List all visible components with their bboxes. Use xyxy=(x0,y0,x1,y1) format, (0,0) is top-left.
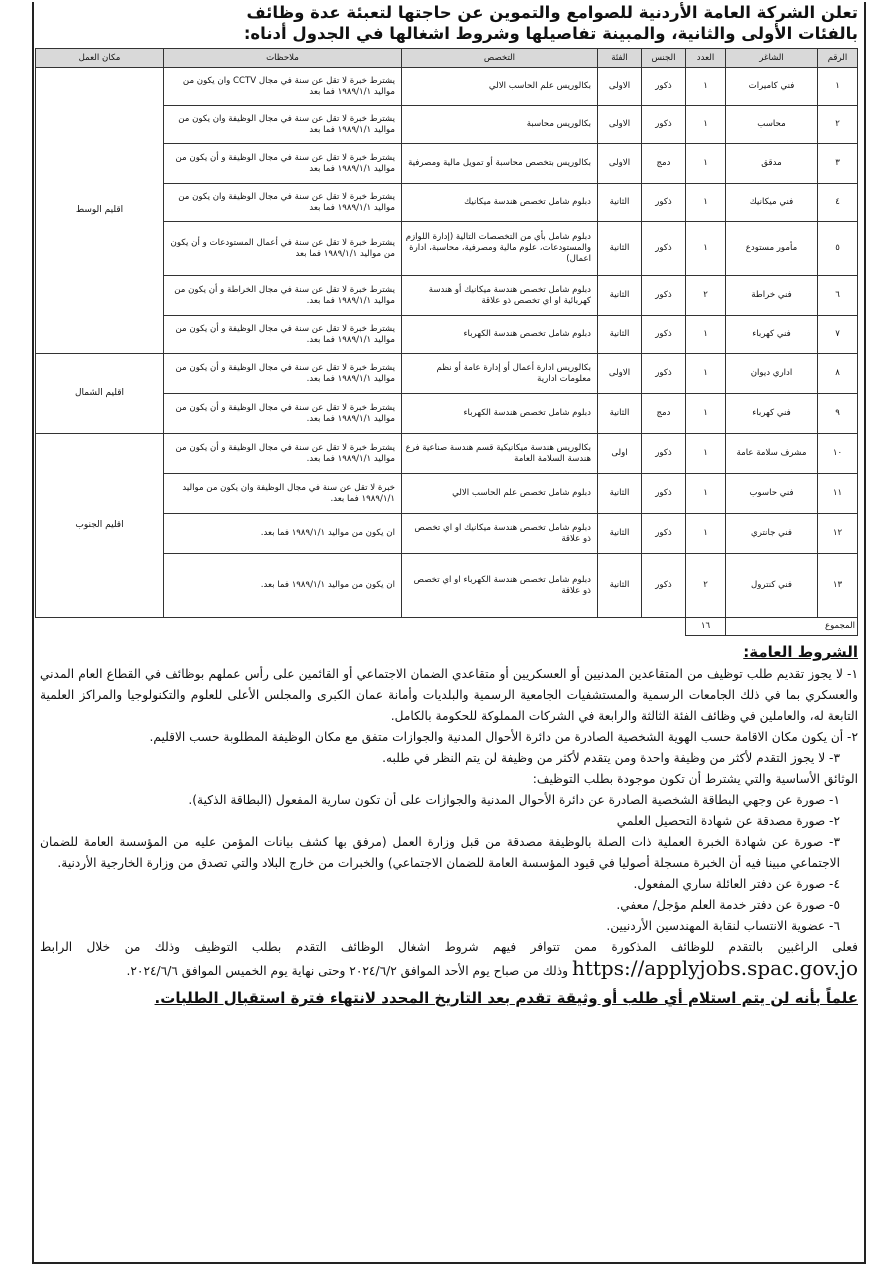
total-row xyxy=(36,618,858,636)
cell-gender: ذكور xyxy=(642,316,686,354)
document-6: ٦- عضوية الانتساب لنقابة المهندسين الأردنيين. xyxy=(606,919,840,933)
cell-spec: دبلوم شامل تخصص هندسة ميكانيك xyxy=(402,184,598,222)
header-title: الشاغر xyxy=(726,49,818,68)
cell-category: الثانية xyxy=(598,474,642,514)
cell-count: ١ xyxy=(686,474,726,514)
documents-intro: الوثائق الأساسية والتي يشترط أن تكون موجودة بطلب التوظيف: xyxy=(532,772,858,786)
cell-num: ٣ xyxy=(818,144,858,184)
document-1: ١- صورة عن وجهي البطاقة الشخصية الصادرة عن دائرة الأحوال المدنية والجوازات على أن تكون سارية المفعول (البطاقة الذكية). xyxy=(188,793,840,807)
cell-notes: يشترط خبرة لا تقل عن سنة في مجال CCTV وان يكون من مواليد ١٩٨٩/١/١ فما بعد xyxy=(164,68,402,106)
cell-title: مأمور مستودع xyxy=(726,222,818,276)
cell-gender: دمج xyxy=(642,394,686,434)
cell-num: ٨ xyxy=(818,354,858,394)
cell-gender: ذكور xyxy=(642,554,686,618)
cell-count: ١ xyxy=(686,184,726,222)
cell-num: ١٠ xyxy=(818,434,858,474)
cell-count: ٢ xyxy=(686,276,726,316)
cell-notes: يشترط خبرة لا تقل عن سنة في مجال الوظيفة و أن يكون من مواليد ١٩٨٩/١/١ فما بعد. xyxy=(164,316,402,354)
cell-gender: ذكور xyxy=(642,106,686,144)
header-num: الرقم xyxy=(818,49,858,68)
cell-category: الثانية xyxy=(598,222,642,276)
cell-spec: بكالوريس علم الحاسب الالي xyxy=(402,68,598,106)
cell-title: مدقق xyxy=(726,144,818,184)
cell-num: ٥ xyxy=(818,222,858,276)
cell-category: الاولى xyxy=(598,354,642,394)
cell-gender: ذكور xyxy=(642,68,686,106)
apply-text-before: فعلى الراغبين بالتقدم للوظائف المذكورة ممن تتوافر فيهم شروط اشغال الوظائف التقدم بطلب التوظيف وذلك من خلال الرابط xyxy=(40,940,858,954)
cell-notes: ان يكون من مواليد ١٩٨٩/١/١ فما بعد. xyxy=(164,554,402,618)
total-label: المجموع xyxy=(726,618,858,636)
cell-title: فني كنترول xyxy=(726,554,818,618)
advertisement-page xyxy=(32,2,866,1264)
table-row xyxy=(36,354,858,394)
document-4: ٤- صورة عن دفتر العائلة ساري المفعول. xyxy=(633,877,840,891)
header-count: العدد xyxy=(686,49,726,68)
region-south: اقليم الجنوب xyxy=(36,434,164,618)
cell-notes: يشترط خبرة لا تقل عن سنة في مجال الوظيفة و أن يكون من مواليد ١٩٨٩/١/١ فما بعد. xyxy=(164,434,402,474)
cell-num: ١١ xyxy=(818,474,858,514)
document-3: ٣- صورة عن شهادة الخبرة العملية ذات الصلة بالوظيفة مصدقة من قبل وزارة العمل (مرفق بها كشف بيانات المؤمن عليه من المؤسسة العامة للضمان الاجتماعي مبينا فيه أن الخبرة مسجلة أصوليا في قيود المؤسسة العامة للضمان الاجتماعي) والخبرات من خارج البلاد والتي تصدق من وزارة الخارجية الأردنية. xyxy=(40,835,840,870)
cell-title: مشرف سلامة عامة xyxy=(726,434,818,474)
cell-num: ١ xyxy=(818,68,858,106)
cell-category: الاولى xyxy=(598,106,642,144)
header-location: مكان العمل xyxy=(36,49,164,68)
cell-num: ٢ xyxy=(818,106,858,144)
region-north: اقليم الشمال xyxy=(36,354,164,434)
cell-notes: يشترط خبرة لا تقل عن سنة في مجال الوظيفة و أن يكون من مواليد ١٩٨٩/١/١ فما بعد. xyxy=(164,394,402,434)
cell-num: ١٢ xyxy=(818,514,858,554)
cell-category: الثانية xyxy=(598,276,642,316)
cell-title: اداري ديوان xyxy=(726,354,818,394)
table-row xyxy=(36,68,858,106)
cell-title: فني جانتري xyxy=(726,514,818,554)
cell-num: ١٣ xyxy=(818,554,858,618)
cell-count: ١ xyxy=(686,68,726,106)
cell-gender: ذكور xyxy=(642,514,686,554)
announcement-heading xyxy=(40,2,858,44)
header-gender: الجنس xyxy=(642,49,686,68)
jobs-table xyxy=(35,48,858,636)
table-header-row xyxy=(36,49,858,68)
cell-spec: دبلوم شامل تخصص هندسة ميكانيك أو هندسة كهربائية او اي تخصص ذو علاقة xyxy=(402,276,598,316)
header-notes: ملاحظات xyxy=(164,49,402,68)
cell-num: ٤ xyxy=(818,184,858,222)
total-empty xyxy=(36,618,686,636)
total-value: ١٦ xyxy=(686,618,726,636)
cell-spec: دبلوم شامل تخصص هندسة الكهرباء او اي تخصص ذو علاقة xyxy=(402,554,598,618)
cell-title: فني خراطة xyxy=(726,276,818,316)
cell-count: ١ xyxy=(686,394,726,434)
condition-2: ٢- أن يكون مكان الاقامة حسب الهوية الشخصية الصادرة من دائرة الأحوال المدنية والجوازات متفق مع مكان الوظيفة المطلوبة حسب الاقليم. xyxy=(149,730,858,744)
cell-count: ٢ xyxy=(686,554,726,618)
cell-title: فني ميكانيك xyxy=(726,184,818,222)
cell-spec: دبلوم شامل بأي من التخصصات التالية (إدارة اللوازم والمستودعات، علوم مالية ومصرفية، محاسبة، ادارة اعمال) xyxy=(402,222,598,276)
cell-title: محاسب xyxy=(726,106,818,144)
cell-count: ١ xyxy=(686,106,726,144)
document-5: ٥- صورة عن دفتر خدمة العلم مؤجل/ معفي. xyxy=(616,898,840,912)
condition-3: ٣- لا يجوز التقدم لأكثر من وظيفة واحدة ومن يتقدم لأكثر من وظيفة لن يتم النظر في طلبه. xyxy=(382,751,840,765)
cell-title: فني حاسوب xyxy=(726,474,818,514)
cell-category: الاولى xyxy=(598,68,642,106)
table-row xyxy=(36,434,858,474)
region-central: اقليم الوسط xyxy=(36,68,164,354)
cell-title: فني كهرباء xyxy=(726,316,818,354)
cell-gender: ذكور xyxy=(642,354,686,394)
cell-count: ١ xyxy=(686,222,726,276)
cell-spec: بكالوريس هندسة ميكانيكية قسم هندسة صناعية فرع هندسة السلامة العامة xyxy=(402,434,598,474)
cell-notes: يشترط خبرة لا تقل عن سنة في مجال الوظيفة وان يكون من مواليد ١٩٨٩/١/١ فما بعد xyxy=(164,184,402,222)
cell-spec: دبلوم شامل تخصص هندسة الكهرباء xyxy=(402,316,598,354)
cell-category: الثانية xyxy=(598,554,642,618)
cell-num: ٦ xyxy=(818,276,858,316)
cell-count: ١ xyxy=(686,316,726,354)
document-2: ٢- صورة مصدقة عن شهادة التحصيل العلمي xyxy=(616,814,840,828)
cell-spec: بكالوريس ادارة أعمال أو إدارة عامة أو نظم معلومات ادارية xyxy=(402,354,598,394)
cell-count: ١ xyxy=(686,354,726,394)
cell-category: الثانية xyxy=(598,316,642,354)
apply-paragraph xyxy=(40,937,858,982)
heading-line-2: بالفئات الأولى والثانية، والمبينة تفاصيلها وشروط اشغالها في الجدول أدناه: xyxy=(243,24,858,43)
cell-category: الثانية xyxy=(598,514,642,554)
cell-gender: ذكور xyxy=(642,434,686,474)
cell-count: ١ xyxy=(686,514,726,554)
cell-notes: يشترط خبرة لا تقل عن سنة في مجال الوظيفة و أن يكون من مواليد ١٩٨٩/١/١ فما بعد xyxy=(164,144,402,184)
cell-gender: ذكور xyxy=(642,184,686,222)
cell-spec: دبلوم شامل تخصص هندسة الكهرباء xyxy=(402,394,598,434)
cell-notes: يشترط خبرة لا تقل عن سنة في أعمال المستودعات و أن يكون من مواليد ١٩٨٩/١/١ فما بعد xyxy=(164,222,402,276)
cell-gender: ذكور xyxy=(642,222,686,276)
cell-category: الثانية xyxy=(598,394,642,434)
cell-category: الثانية xyxy=(598,184,642,222)
cell-notes: يشترط خبرة لا تقل عن سنة في مجال الوظيفة و أن يكون من مواليد ١٩٨٩/١/١ فما بعد. xyxy=(164,354,402,394)
apply-text-after: وذلك من صباح يوم الأحد الموافق ٢٠٢٤/٦/٢ وحتى نهاية يوم الخميس الموافق ٢٠٢٤/٦/٦. xyxy=(126,964,569,978)
header-category: الفئة xyxy=(598,49,642,68)
cell-num: ٩ xyxy=(818,394,858,434)
cell-notes: خبرة لا تقل عن سنة في مجال الوظيفة وان يكون من مواليد ١٩٨٩/١/١ فما بعد. xyxy=(164,474,402,514)
cell-spec: بكالوريس محاسبة xyxy=(402,106,598,144)
cell-spec: بكالوريس بتخصص محاسبة أو تمويل مالية ومصرفية xyxy=(402,144,598,184)
cell-gender: ذكور xyxy=(642,474,686,514)
cell-notes: ان يكون من مواليد ١٩٨٩/١/١ فما بعد. xyxy=(164,514,402,554)
cell-notes: يشترط خبرة لا تقل عن سنة في مجال الخراطة و أن يكون من مواليد ١٩٨٩/١/١ فما بعد. xyxy=(164,276,402,316)
header-spec: التخصص xyxy=(402,49,598,68)
conditions-title: الشروط العامة: xyxy=(743,643,858,661)
cell-gender: ذكور xyxy=(642,276,686,316)
general-conditions xyxy=(40,642,858,1009)
cell-gender: دمج xyxy=(642,144,686,184)
heading-line-1: تعلن الشركة العامة الأردنية للصوامع والتموين عن حاجتها لتعبئة عدة وظائف xyxy=(246,3,858,22)
cell-title: فني كهرباء xyxy=(726,394,818,434)
apply-link[interactable]: https://applyjobs.spac.gov.jo xyxy=(571,956,858,980)
cell-spec: دبلوم شامل تخصص علم الحاسب الالي xyxy=(402,474,598,514)
final-notice: علماً بأنه لن يتم استلام أي طلب أو وثيقة تقدم بعد التاريخ المحدد لانتهاء فترة استقبال الطلبات. xyxy=(154,989,858,1007)
cell-category: الاولى xyxy=(598,144,642,184)
cell-num: ٧ xyxy=(818,316,858,354)
condition-1: ١- لا يجوز تقديم طلب توظيف من المتقاعدين المدنيين أو العسكريين أو متقاعدي الضمان الاجتماعي أو القائمين على رأس عملهم بوظائف في القطاع العام المدني والعسكري بما في ذلك الجامعات الرسمية والمستشفيات الجامعية الرسمية والبلديات وأمانة عمان الكبرى والمجلس الأعلى للعلوم والتكنولوجيا والمراكز العلمية التابعة له، والعاملين في وظائف الفئة الثالثة والرابعة في الشركات المملوكة للحكومة بالكامل. xyxy=(40,667,858,723)
cell-title: فني كاميرات xyxy=(726,68,818,106)
cell-spec: دبلوم شامل تخصص هندسة ميكانيك او اي تخصص ذو علاقة xyxy=(402,514,598,554)
cell-notes: يشترط خبرة لا تقل عن سنة في مجال الوظيفة وان يكون من مواليد ١٩٨٩/١/١ فما بعد xyxy=(164,106,402,144)
cell-count: ١ xyxy=(686,144,726,184)
cell-count: ١ xyxy=(686,434,726,474)
cell-category: اولى xyxy=(598,434,642,474)
